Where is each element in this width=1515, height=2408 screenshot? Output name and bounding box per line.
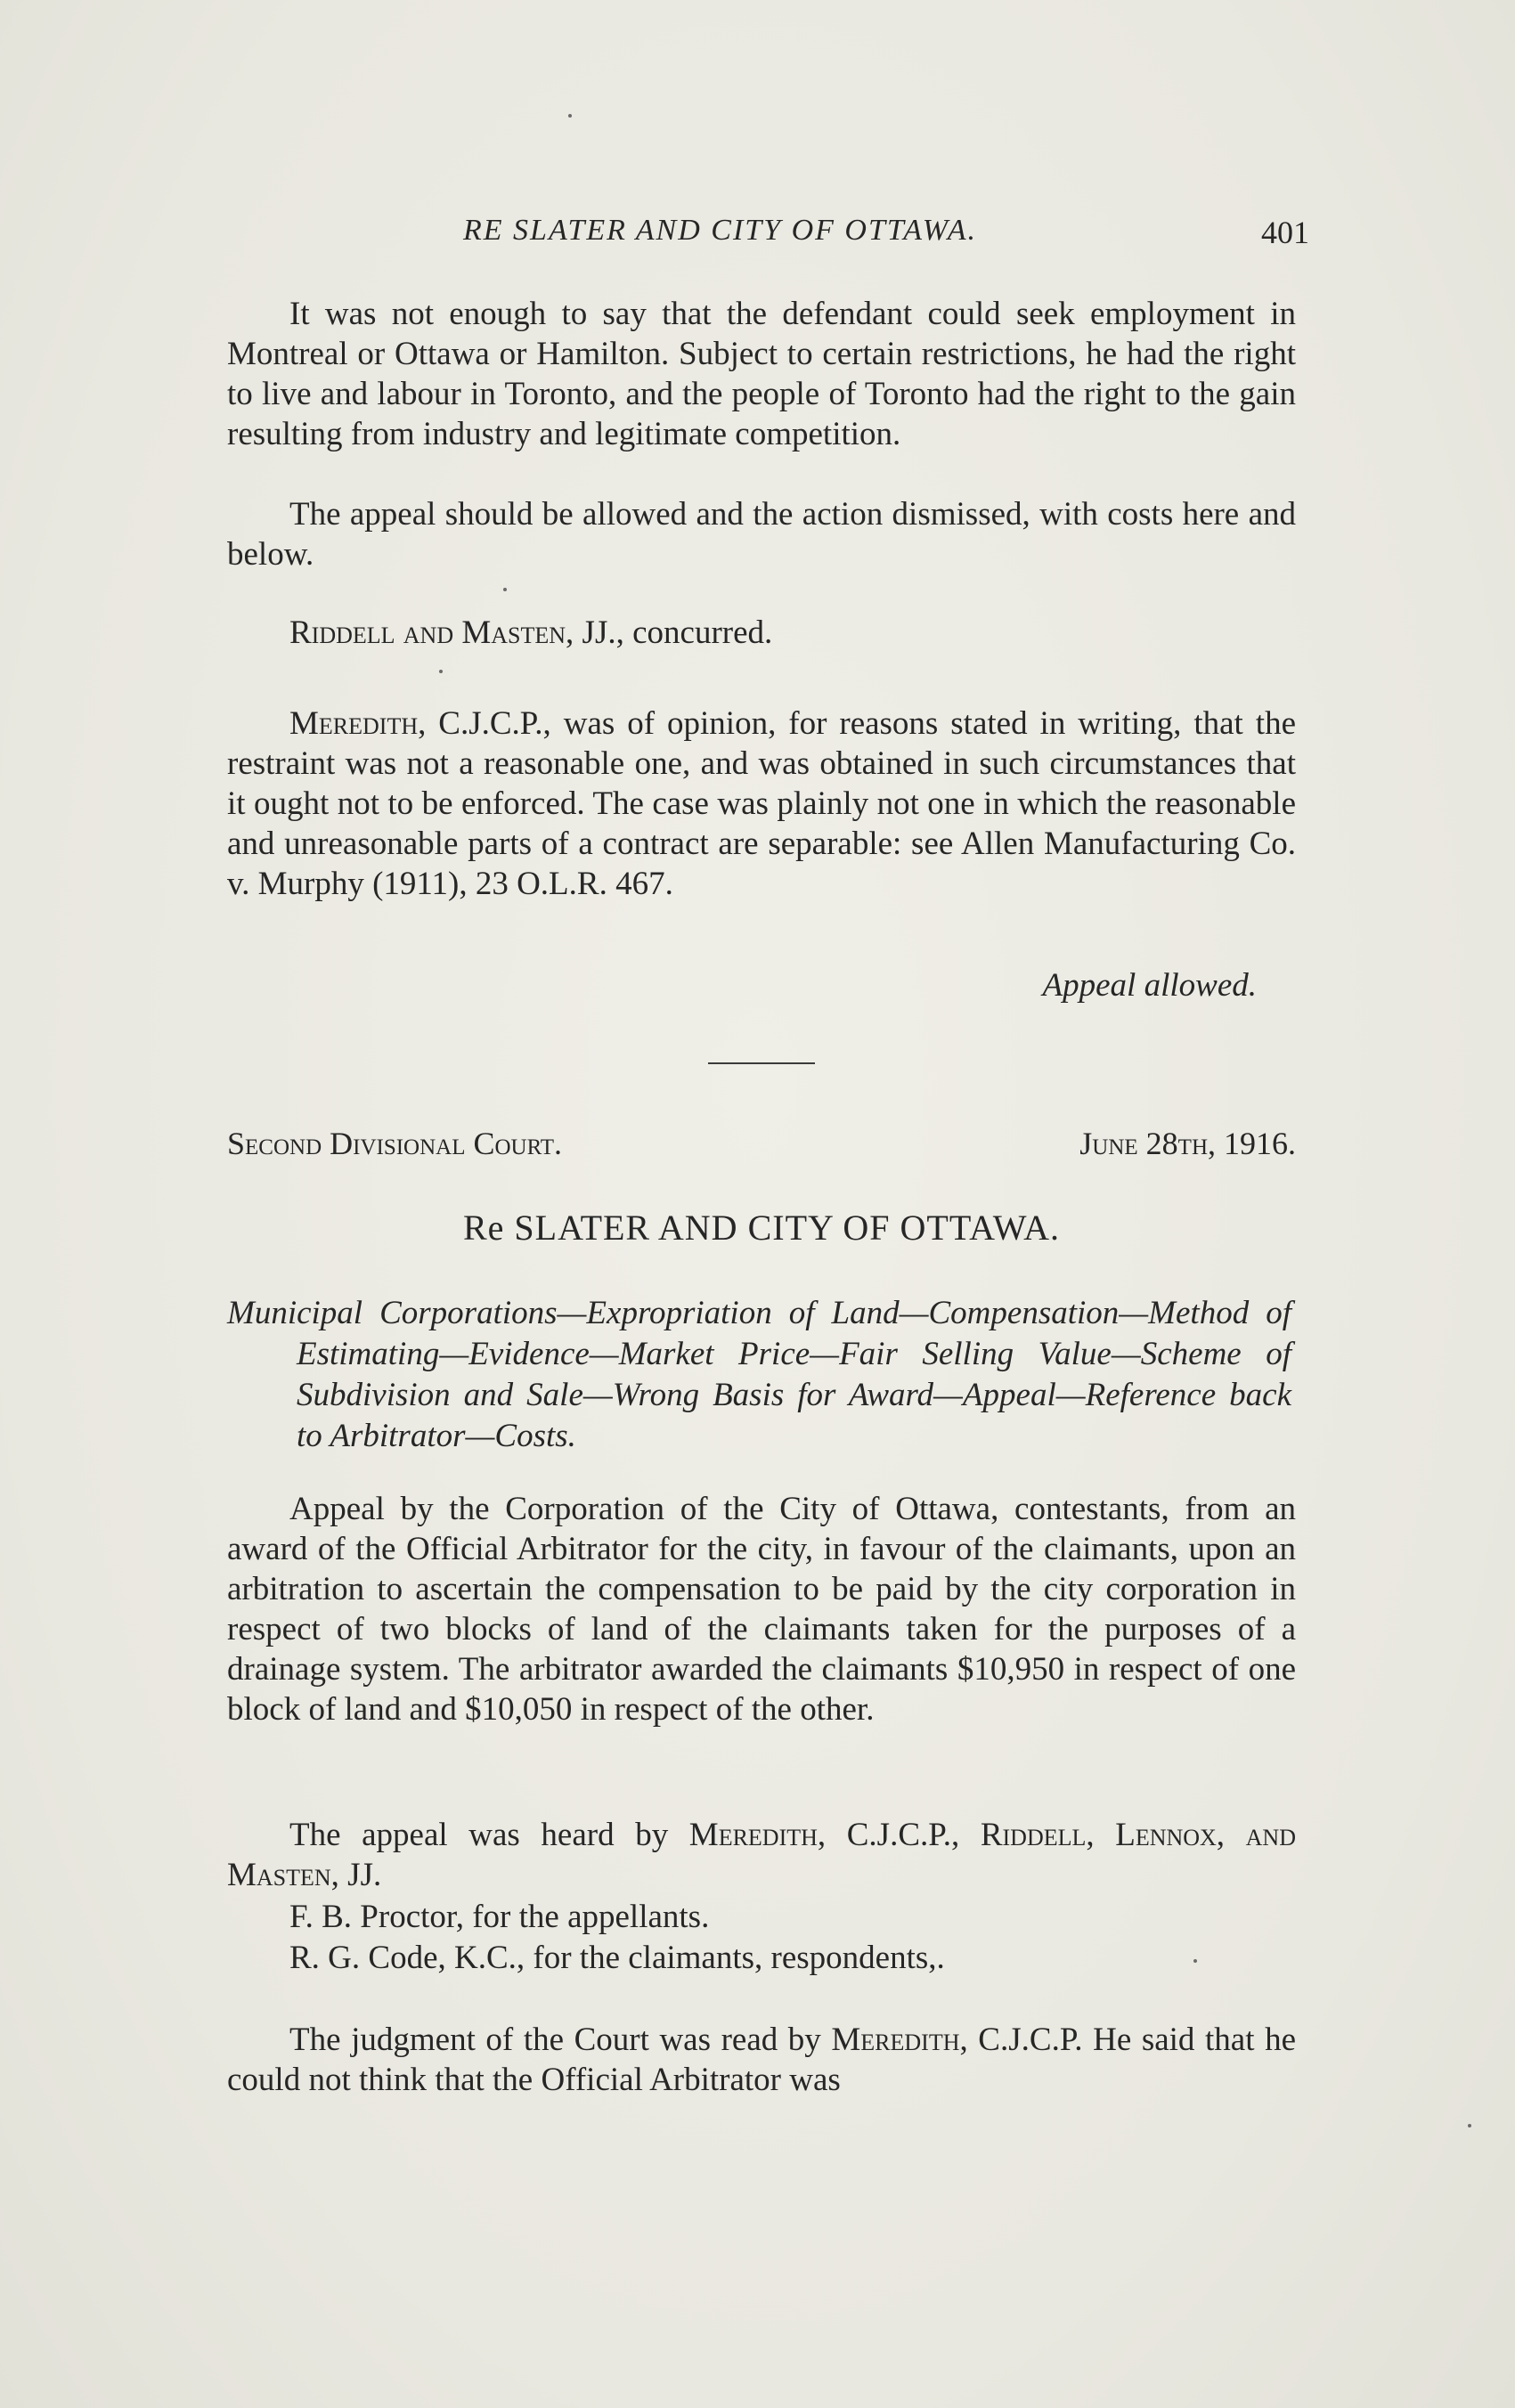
- paper-speck: [503, 588, 507, 591]
- section-divider: [708, 1062, 815, 1064]
- opinion-judge: Meredith, C.J.C.P.: [289, 705, 543, 742]
- paragraph-judgment: [227, 2020, 1296, 2100]
- paragraph-defendant-employment: It was not enough to say that the defendant could seek employment in Montreal or Ottawa or Hamilton. Subject to certain restrictions, he had the right to live and labour in Toronto, and the people of Toronto had the right to the gain resulting from industry and legitimate competition.: [227, 296, 1296, 452]
- judgment-judge: Meredith, C.J.C.P.: [831, 2022, 1083, 2058]
- running-title: RE SLATER AND CITY OF OTTAWA.: [463, 214, 977, 247]
- concurring-judges: Riddell and Masten, JJ.: [289, 614, 616, 651]
- case-title: Re SLATER AND CITY OF OTTAWA.: [463, 1208, 1060, 1248]
- paragraph-appeal-description: Appeal by the Corporation of the City of Ottawa, contestants, from an award of the Official Arbitrator for the city, in favour of the claimants, upon an arbitration to ascertain the compensation to be paid by the city corporation in respect of two blocks of land of the claimants taken for the purposes of a drainage system. The arbitrator awarded the claimants $10,950 in respect of one block of land and $10,050 in respect of the other.: [227, 1491, 1296, 1728]
- counsel-appellants: F. B. Proctor, for the appellants.: [289, 1899, 710, 1935]
- paper-speck: [439, 670, 443, 673]
- running-header: [223, 214, 1309, 258]
- judgment-intro: The judgment of the Court was read by: [289, 2022, 832, 2058]
- decision-date: June 28th, 1916.: [1079, 1126, 1296, 1161]
- hearing-intro: The appeal was heard by: [289, 1817, 689, 1853]
- counsel-respondents: R. G. Code, K.C., for the claimants, respondents,.: [289, 1940, 945, 1976]
- court-line: [227, 1125, 1296, 1169]
- paragraph-meredith-opinion: [227, 704, 1296, 904]
- disposition: Appeal allowed.: [1042, 967, 1257, 1004]
- paragraph-concurrence: [227, 613, 1296, 653]
- paragraph-appeal-allowed: The appeal should be allowed and the action dismissed, with costs here and below.: [227, 496, 1296, 573]
- judgment-text: He said that he could not think that the Official Arbitrator was: [227, 2022, 1296, 2098]
- paper-speck: [568, 114, 572, 118]
- court-name: Second Divisional Court.: [227, 1126, 563, 1161]
- paragraph-hearing: [227, 1815, 1296, 1895]
- hearing-judges: Meredith, C.J.C.P., Riddell, Lennox, and Masten, JJ.: [227, 1817, 1296, 1893]
- page-number: 401: [1261, 215, 1309, 250]
- paper-speck: [1468, 2124, 1471, 2127]
- headnote: Municipal Corporations—Expropriation of Land—Compensation—Method of Estimating—Evidence—Market Price—Fair Selling Value—Scheme of Subdivision and Sale—Wrong Basis for Award—Appeal—Reference back to Arbitrator—Costs.: [227, 1295, 1291, 1454]
- opinion-text: , was of opinion, for reasons stated in writing, that the restraint was not a reasonable one, and was obtained in such circumstances that it ought not to be enforced. The case was plainly not one in which the reasonable and unreasonable parts of a contract are separable: see Allen Manufacturing Co. v. Murphy (1911), 23 O.L.R. 467.: [227, 705, 1296, 902]
- concurrence-text: , concurred.: [615, 614, 773, 651]
- paper-speck: [1193, 1959, 1197, 1963]
